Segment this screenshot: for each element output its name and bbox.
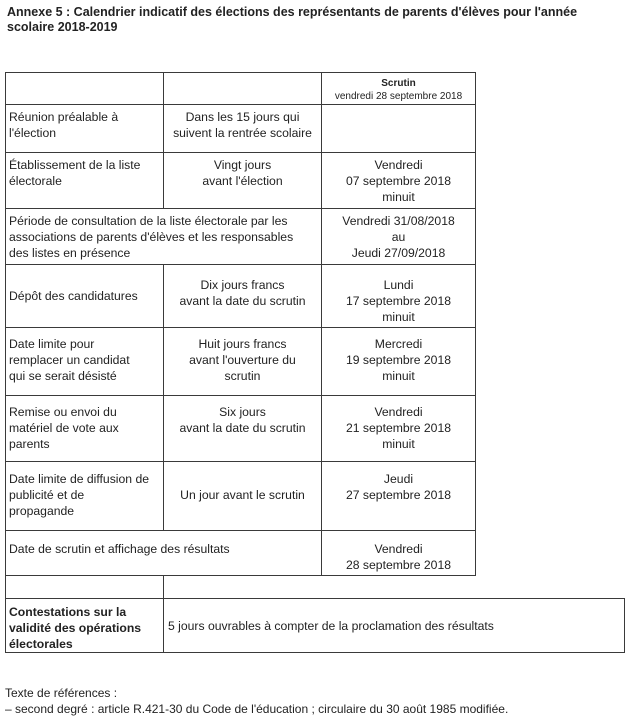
row-reunion-step: Réunion préalable à l'élection: [5, 104, 164, 153]
header-cell-scrutin: [321, 72, 476, 105]
row-materiel-delay: Six jours avant la date du scrutin: [163, 395, 322, 462]
contest-value-cell: [163, 598, 625, 653]
row-scrutin-step: Date de scrutin et affichage des résultats: [5, 530, 322, 576]
row-materiel-step: Remise ou envoi du matériel de vote aux parents: [5, 395, 164, 462]
row-liste-step: Établissement de la liste électorale: [5, 152, 164, 209]
row-reunion-delay: Dans les 15 jours qui suivent la rentrée scolaire: [163, 104, 322, 153]
references: [5, 685, 508, 717]
row-liste-delay: Vingt jours avant l'élection: [163, 152, 322, 209]
header-scrutin-date: vendredi 28 septembre 2018: [334, 91, 463, 102]
row-depot-step: [5, 264, 164, 328]
row-remplacement-step: Date limite pour remplacer un candidat qui se serait désisté: [5, 327, 164, 396]
contest-label: Contestations sur la validité des opérations électorales: [5, 598, 164, 653]
row-liste-date: Vendredi 07 septembre 2018 minuit: [321, 152, 476, 209]
header-cell-step: [5, 72, 164, 105]
contest-value: 5 jours ouvrables à compter de la proclamation des résultats: [168, 618, 494, 633]
row-propagande-delay: Un jour avant le scrutin: [163, 461, 322, 531]
row-consultation-step: Période de consultation de la liste électorale par les associations de parents d'élèves et les responsables des listes en présence: [5, 208, 322, 265]
references-heading: Texte de références :: [5, 686, 118, 700]
row-depot-delay: Dix jours francs avant la date du scrutin: [163, 264, 322, 328]
page-title: Annexe 5 : Calendrier indicatif des élections des représentants de parents d'élèves pour l'année scolaire 2018-2019: [7, 5, 578, 34]
header-cell-delay: [163, 72, 322, 105]
row-depot-date: Lundi 17 septembre 2018 minuit: [321, 264, 476, 328]
spacer-cell-left: [5, 575, 164, 599]
row-materiel-date: Vendredi 21 septembre 2018 minuit: [321, 395, 476, 462]
row-propagande-date: Jeudi 27 septembre 2018: [321, 461, 476, 531]
row-remplacement-date: Mercredi 19 septembre 2018 minuit: [321, 327, 476, 396]
row-depot-step-text: Dépôt des candidatures: [9, 289, 138, 303]
references-line: – second degré : article R.421-30 du Code de l'éducation ; circulaire du 30 août 1985 modifiée.: [5, 702, 509, 716]
row-reunion-date: [321, 104, 476, 153]
row-scrutin-date: Vendredi 28 septembre 2018: [321, 530, 476, 576]
row-propagande-step: Date limite de diffusion de publicité et de propagande: [5, 461, 164, 531]
row-consultation-date: Vendredi 31/08/2018 au Jeudi 27/09/2018: [321, 208, 476, 265]
header-scrutin-title: Scrutin: [381, 78, 416, 89]
spacer-cell-right: [163, 575, 476, 599]
row-remplacement-delay: Huit jours francs avant l'ouverture du scrutin: [163, 327, 322, 396]
